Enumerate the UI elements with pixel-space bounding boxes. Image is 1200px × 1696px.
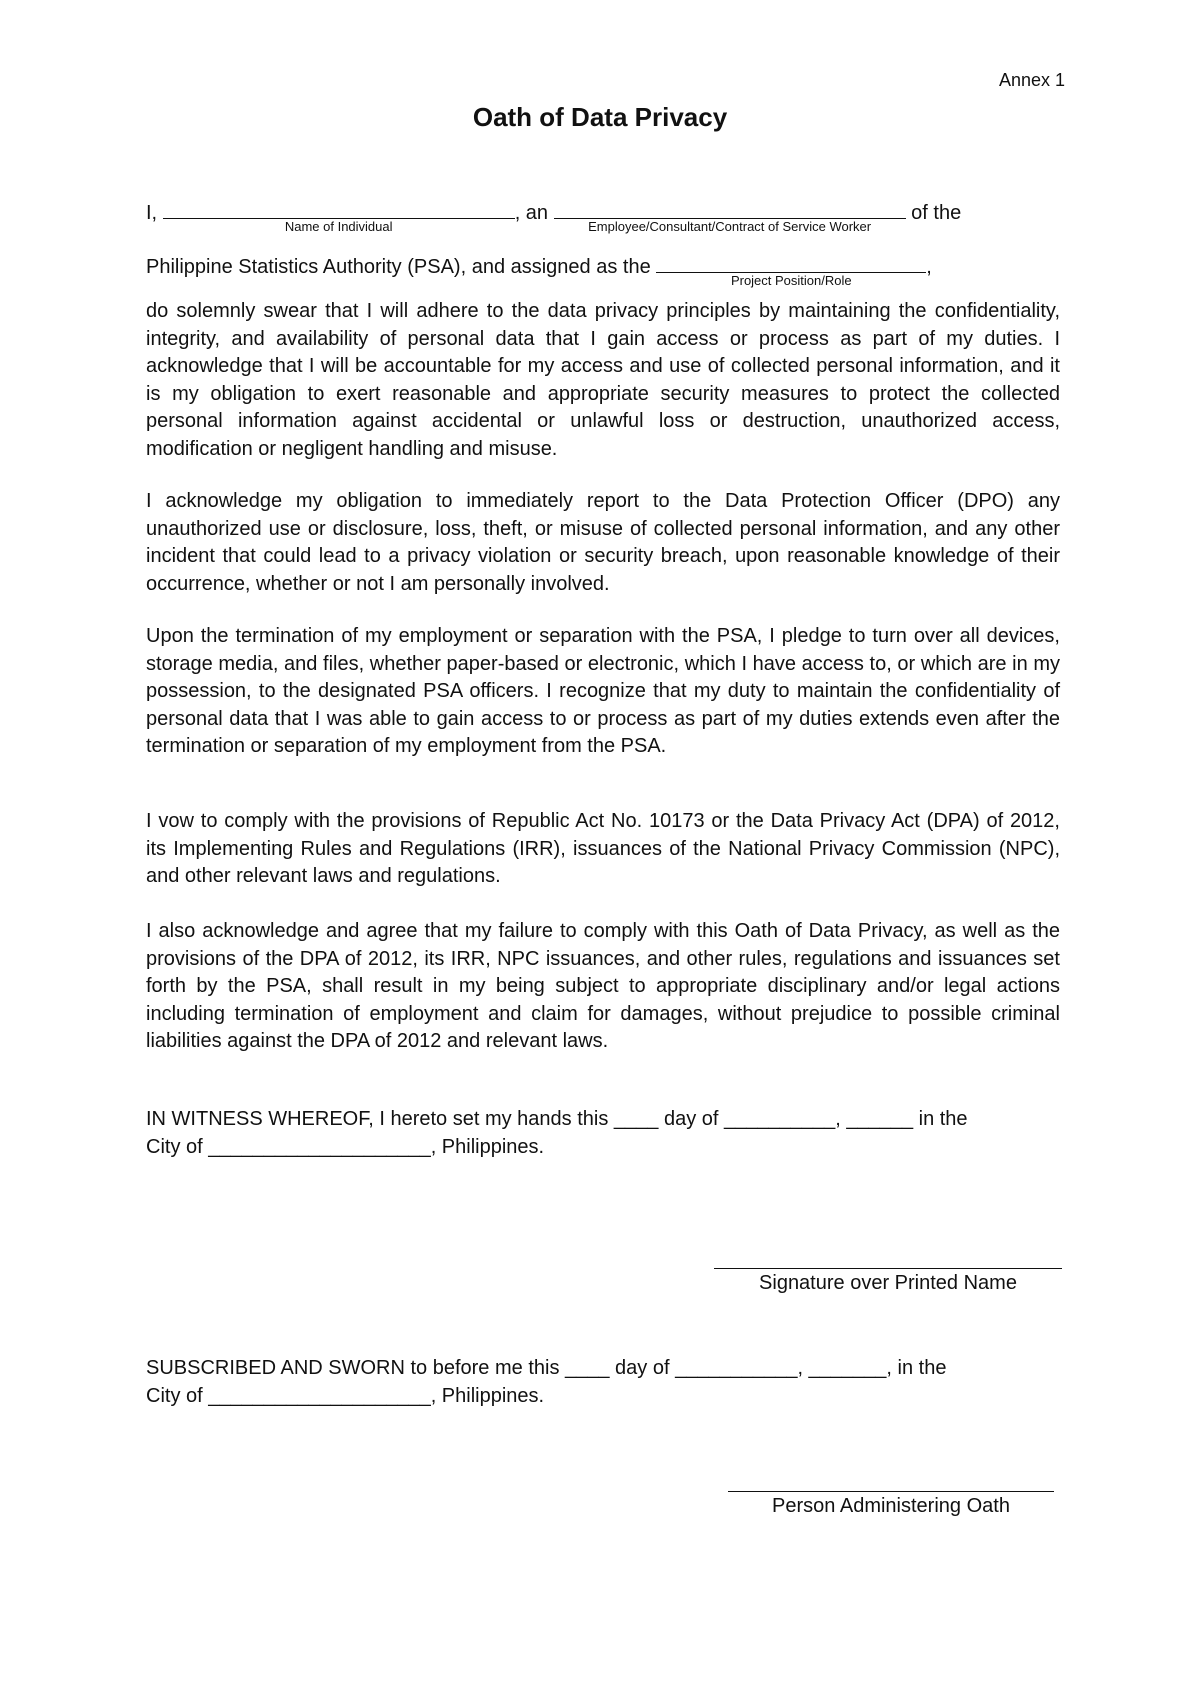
line1-mid: , an: [514, 202, 549, 224]
role-blank: [554, 198, 906, 234]
signature-caption: Signature over Printed Name: [759, 1272, 1017, 1294]
position-blank: [656, 252, 926, 288]
paragraph-report: I acknowledge my obligation to immediately report to the Data Protection Officer (DPO) any unauthorized use or disclosure, loss, theft, or misuse of collected personal information, and any other incident that could lead to a privacy violation or security breach, upon reasonable knowledge of their occurrence, whether or not I am personally involved.: [146, 490, 1060, 595]
administer-caption: Person Administering Oath: [772, 1495, 1010, 1517]
position-caption: Project Position/Role: [730, 273, 852, 288]
sworn-block: [146, 1355, 1060, 1410]
witness-block: [146, 1106, 1060, 1161]
line1-suffix: of the: [911, 202, 962, 224]
document-title: Oath of Data Privacy: [472, 102, 728, 132]
name-blank: [163, 198, 515, 234]
sworn-line-2: City of ____________________, Philippines.: [146, 1384, 545, 1407]
paragraph-acknowledge: I also acknowledge and agree that my failure to comply with this Oath of Data Privacy, as well as the provisions of the DPA of 2012, its IRR, NPC issuances, and other rules, regulations and issuances set forth by the PSA, shall result in my being subject to appropriate disciplinary and/or legal actions including termination of employment and claim for damages, without prejudice to possible criminal liabilities against the DPA of 2012 and relevant laws.: [146, 920, 1060, 1053]
witness-line-1: IN WITNESS WHEREOF, I hereto set my hands this ____ day of __________, ______ in the: [146, 1108, 968, 1130]
line2-text: Philippine Statistics Authority (PSA), and assigned as the: [146, 256, 651, 278]
witness-line-2: City of ____________________, Philippines.: [146, 1135, 545, 1158]
signature-line: [714, 1268, 1062, 1269]
oath-line-2: [146, 252, 932, 288]
line2-suffix: ,: [926, 256, 932, 278]
role-caption: Employee/Consultant/Contract of Service Worker: [588, 219, 872, 234]
sworn-line-1: SUBSCRIBED AND SWORN to before me this ____ day of ___________, _______, in the: [146, 1357, 947, 1379]
line1-prefix: I,: [146, 202, 158, 224]
administer-line: [728, 1491, 1054, 1492]
paragraph-termination: Upon the termination of my employment or separation with the PSA, I pledge to turn over all devices, storage media, and files, whether paper-based or electronic, which I have access to, or which are in my possession, to the designated PSA officers. I recognize that my duty to maintain the confidentiality of personal data that I was able to gain access to or process as part of my duties extends even after the termination or separation of my employment from the PSA.: [146, 625, 1060, 758]
name-caption: Name of Individual: [284, 219, 393, 234]
annex-label: Annex 1: [998, 70, 1065, 90]
paragraph-comply: I vow to comply with the provisions of Republic Act No. 10173 or the Data Privacy Act (DPA) of 2012, its Implementing Rules and Regulations (IRR), issuances of the National Privacy Commission (NPC), and other relevant laws and regulations.: [146, 810, 1060, 888]
paragraph-oath: do solemnly swear that I will adhere to the data privacy principles by maintaining the confidentiality, integrity, and availability of personal data that I gain access or process as part of my duties. I acknowledge that I will be accountable for my access and use of collected personal information, and it is my obligation to exert reasonable and appropriate security measures to protect the collected personal information against accidental or unlawful loss or destruction, unauthorized access, modification or negligent handling and misuse.: [146, 300, 1060, 460]
oath-line-1: [146, 198, 962, 234]
